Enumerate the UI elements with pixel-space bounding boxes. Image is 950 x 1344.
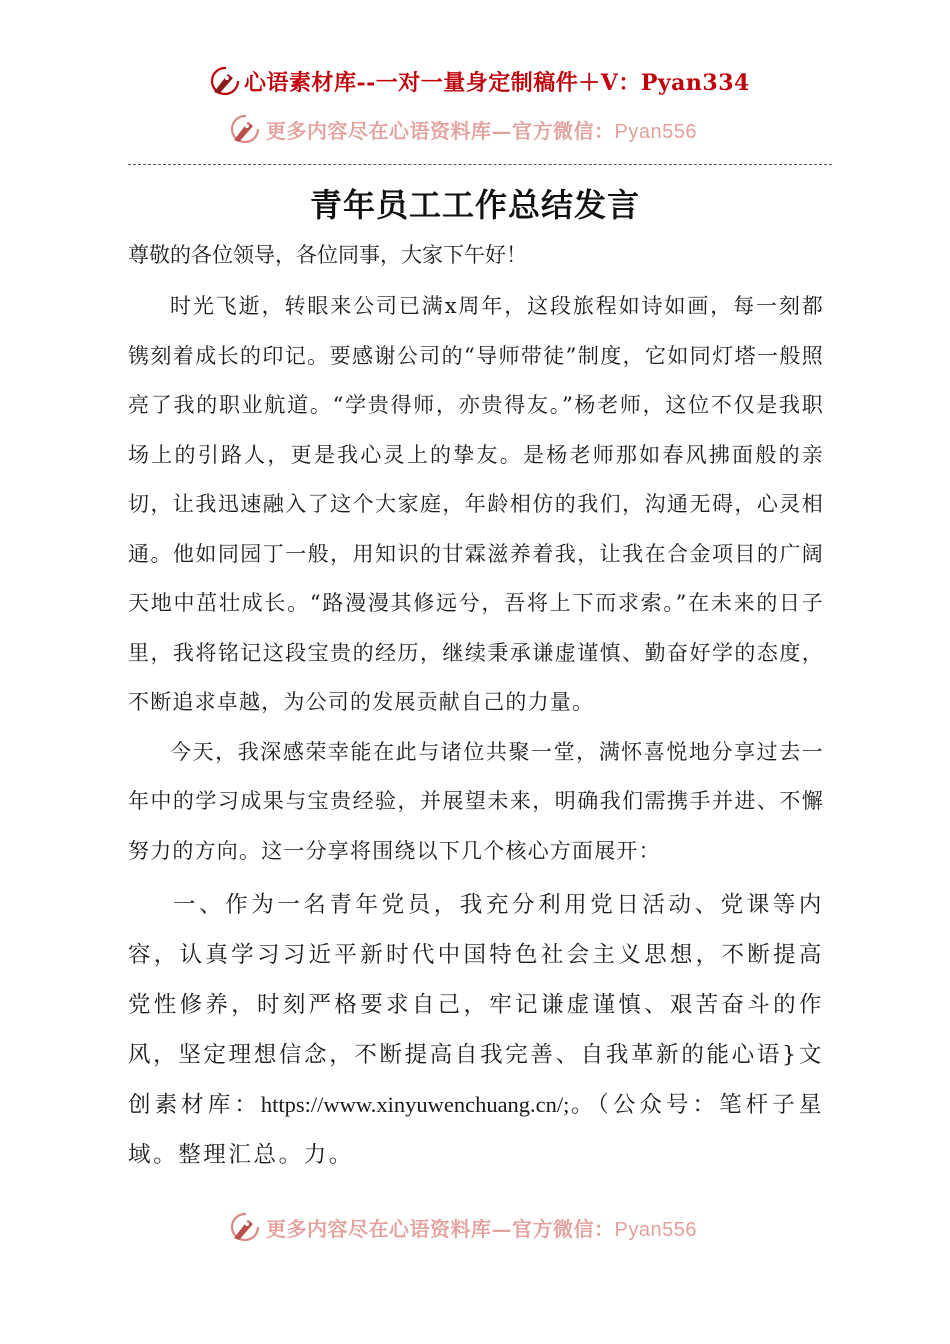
pen-nib-logo-icon — [228, 112, 262, 146]
header-divider — [128, 164, 832, 165]
watermark-text: 更多内容尽在心语资料库—官方微信：Pyan556 — [266, 1216, 697, 1241]
top-banner — [208, 64, 750, 98]
banner-text: 心语素材库--一对一量身定制稿件＋V：Pyan334 — [244, 69, 750, 96]
watermark-text: 更多内容尽在心语资料库—官方微信：Pyan556 — [266, 118, 697, 143]
greeting: 尊敬的各位领导，各位同事，大家下午好！ — [128, 243, 527, 267]
header-watermark — [228, 112, 697, 146]
footer-watermark — [228, 1210, 697, 1244]
paragraph: 今天，我深感荣幸能在此与诸位共聚一堂，满怀喜悦地分享过去一年中的学习成果与宝贵经验，并展望未来，明确我们需携手并进、不懈努力的方向。这一分享将围绕以下几个核心方面展开： — [128, 739, 824, 863]
pen-nib-logo-icon — [208, 64, 242, 98]
pen-nib-logo-icon — [228, 1210, 262, 1244]
source-url: https://www.xinyuwenchuang.cn/; — [260, 1092, 570, 1117]
document-body — [128, 240, 824, 1180]
paragraph-section-one: 一、作为一名青年党员，我充分利用党日活动、党课等内容，认真学习习近平新时代中国特色社会主义思想，不断提高党性修养，时刻严格要求自己，牢记谦虚谨慎、艰苦奋斗的作风，坚定理想信念，不断提高自我完善、自我革新的能心语}文创素材库：https://www.xinyuwenchuang.cn/;。（公众号：笔杆子星域。整理汇总。力。 — [128, 892, 824, 1168]
paragraph: 时光飞逝，转眼来公司已满x周年，这段旅程如诗如画，每一刻都镌刻着成长的印记。要感谢公司的“导师带徒”制度，它如同灯塔一般照亮了我的职业航道。“学贵得师，亦贵得友。”杨老师，这位不仅是我职场上的引路人，更是我心灵上的挚友。是杨老师那如春风拂面般的亲切，让我迅速融入了这个大家庭，年龄相仿的我们，沟通无碍，心灵相通。他如同园丁一般，用知识的甘霖滋养着我，让我在合金项目的广阔天地中茁壮成长。“路漫漫其修远兮，吾将上下而求索。”在未来的日子里，我将铭记这段宝贵的经历，继续秉承谦虚谨慎、勤奋好学的态度，不断追求卓越，为公司的发展贡献自己的力量。 — [128, 294, 824, 714]
page-title: 青年员工工作总结发言 — [309, 186, 640, 224]
